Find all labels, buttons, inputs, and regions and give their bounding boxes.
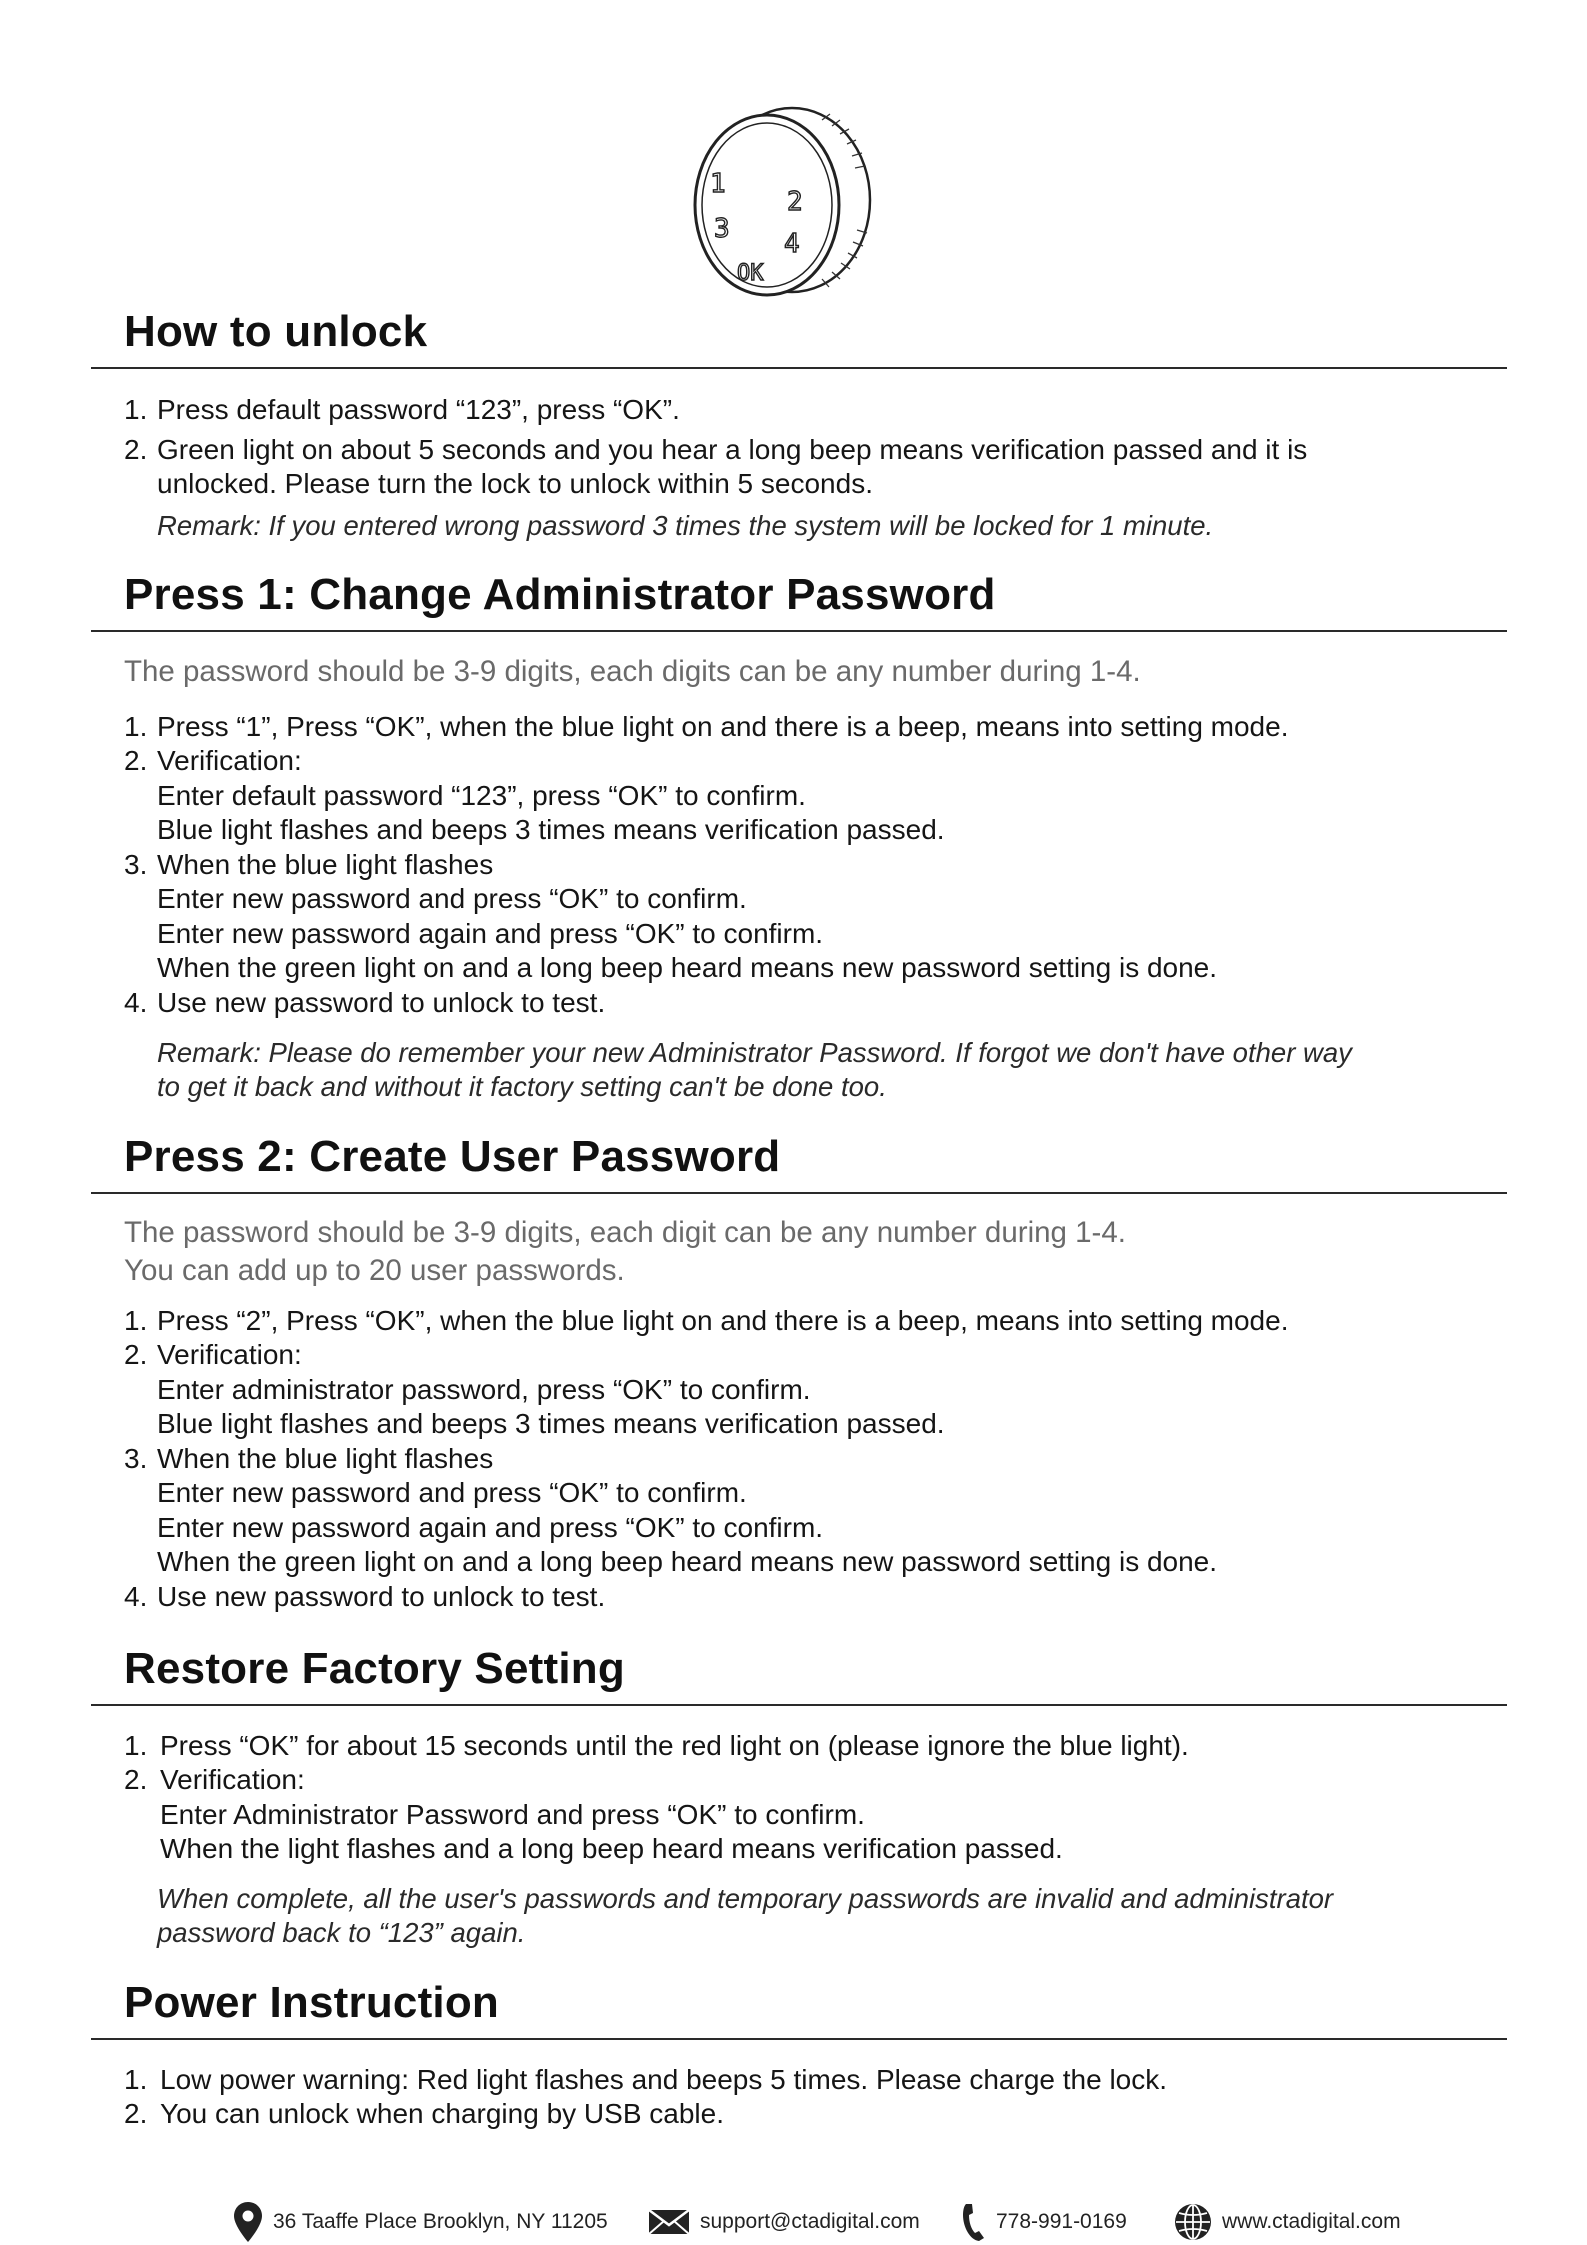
step-text: Use new password to unlock to test.	[157, 1581, 606, 1612]
footer-email[interactable]	[648, 2202, 920, 2242]
step-number: 4.	[124, 1581, 148, 1612]
phone-icon	[960, 2202, 986, 2242]
lock-key-1: 1	[710, 169, 726, 199]
step-text: Enter default password “123”, press “OK” to confirm.	[157, 780, 806, 811]
step-text: When the light flashes and a long beep heard means verification passed.	[160, 1833, 1063, 1864]
step-number: 1.	[124, 711, 148, 742]
footer-phone[interactable]	[960, 2202, 1127, 2242]
lock-key-3: 3	[714, 214, 730, 244]
step-text: When the blue light flashes	[157, 1443, 494, 1474]
globe-icon	[1174, 2203, 1212, 2241]
location-pin-icon	[233, 2201, 263, 2243]
step-text: Enter new password and press “OK” to confirm.	[157, 1477, 747, 1508]
step-text: Green light on about 5 seconds and you hear a long beep means verification passed and it is	[157, 434, 1308, 465]
section-divider	[91, 367, 1507, 369]
step-number: 1.	[124, 1305, 148, 1336]
step-text: Enter administrator password, press “OK” to confirm.	[157, 1374, 811, 1405]
step-text: When the blue light flashes	[157, 849, 494, 880]
step-text: You can unlock when charging by USB cable.	[160, 2098, 724, 2129]
step-text: Press “1”, Press “OK”, when the blue light on and there is a beep, means into setting mode.	[157, 711, 1289, 742]
lock-key-4: 4	[784, 229, 800, 259]
remark-text: password back to “123” again.	[157, 1917, 526, 1948]
section-divider	[91, 2038, 1507, 2040]
step-text: Enter new password again and press “OK” to confirm.	[157, 1512, 824, 1543]
section-divider	[91, 630, 1507, 632]
step-text: Press “OK” for about 15 seconds until the red light on (please ignore the blue light).	[160, 1730, 1189, 1761]
step-number: 2.	[124, 434, 148, 465]
intro-text: The password should be 3-9 digits, each digit can be any number during 1-4.	[124, 1216, 1126, 1249]
section-title-unlock: How to unlock	[124, 307, 428, 356]
step-text: Blue light flashes and beeps 3 times means verification passed.	[157, 1408, 945, 1439]
intro-text: The password should be 3-9 digits, each digits can be any number during 1-4.	[124, 655, 1141, 688]
step-text: When the green light on and a long beep heard means new password setting is done.	[157, 1546, 1218, 1577]
remark-text: to get it back and without it factory setting can't be done too.	[157, 1071, 887, 1102]
step-text: Verification:	[157, 1339, 302, 1370]
step-text: Low power warning: Red light flashes and beeps 5 times. Please charge the lock.	[160, 2064, 1168, 2095]
step-number: 1.	[124, 2064, 148, 2095]
address-text: 36 Taaffe Place Brooklyn, NY 11205	[273, 2210, 608, 2233]
step-text: Enter new password again and press “OK” to confirm.	[157, 918, 824, 949]
remark-text: Remark: Please do remember your new Administrator Password. If forgot we don't have other way	[157, 1037, 1352, 1068]
step-text: Blue light flashes and beeps 3 times means verification passed.	[157, 814, 945, 845]
step-text: Enter new password and press “OK” to confirm.	[157, 883, 747, 914]
section-title-power: Power Instruction	[124, 1978, 499, 2027]
step-number: 2.	[124, 1339, 148, 1370]
step-number: 3.	[124, 1443, 148, 1474]
step-text: Press default password “123”, press “OK”.	[157, 394, 680, 425]
section-title-admin: Press 1: Change Administrator Password	[124, 570, 996, 619]
footer-address	[233, 2202, 608, 2242]
step-number: 2.	[124, 2098, 148, 2129]
intro-text: You can add up to 20 user passwords.	[124, 1254, 625, 1287]
section-divider	[91, 1704, 1507, 1706]
remark-text: Remark: If you entered wrong password 3 times the system will be locked for 1 minute.	[157, 510, 1214, 541]
lock-key-ok: OK	[737, 261, 764, 286]
step-text: Verification:	[160, 1764, 305, 1795]
step-number: 1.	[124, 394, 148, 425]
website-link[interactable]: www.ctadigital.com	[1222, 2210, 1401, 2233]
section-title-factory: Restore Factory Setting	[124, 1644, 625, 1693]
lock-key-2: 2	[787, 187, 803, 217]
step-number: 2.	[124, 745, 148, 776]
step-text: Verification:	[157, 745, 302, 776]
section-title-user: Press 2: Create User Password	[124, 1132, 781, 1181]
step-number: 1.	[124, 1730, 148, 1761]
envelope-icon	[648, 2207, 690, 2237]
step-number: 2.	[124, 1764, 148, 1795]
step-text: Press “2”, Press “OK”, when the blue light on and there is a beep, means into setting mode.	[157, 1305, 1289, 1336]
step-text: unlocked. Please turn the lock to unlock within 5 seconds.	[157, 468, 873, 499]
lock-illustration	[672, 100, 882, 310]
section-divider	[91, 1192, 1507, 1194]
step-text: Enter Administrator Password and press “OK” to confirm.	[160, 1799, 865, 1830]
step-text: Use new password to unlock to test.	[157, 987, 606, 1018]
email-link[interactable]: support@ctadigital.com	[700, 2210, 920, 2233]
step-text: When the green light on and a long beep heard means new password setting is done.	[157, 952, 1218, 983]
remark-text: When complete, all the user's passwords and temporary passwords are invalid and administrator	[157, 1883, 1334, 1914]
step-number: 4.	[124, 987, 148, 1018]
phone-text[interactable]: 778-991-0169	[996, 2210, 1127, 2233]
step-number: 3.	[124, 849, 148, 880]
footer-website[interactable]	[1174, 2202, 1401, 2242]
